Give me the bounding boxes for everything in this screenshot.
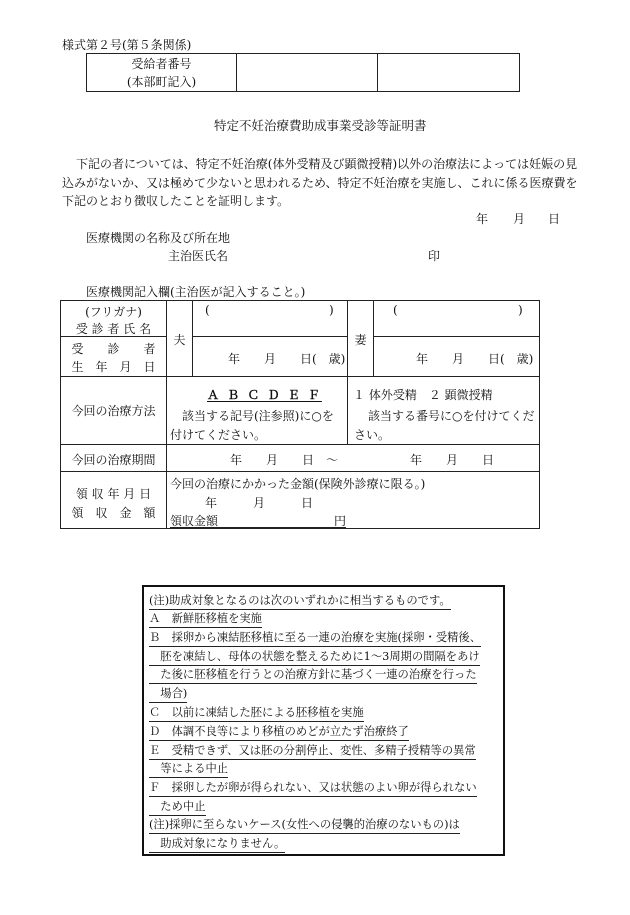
husband-furigana-open: ( [205, 303, 210, 317]
note-line-14: 助成対象になりません。 [149, 836, 285, 853]
document-title: 特定不妊治療費助成事業受診等証明書 [214, 118, 427, 133]
form-number-label: 様式第２号(第５条関係) [62, 38, 192, 52]
receipt-date-value[interactable]: 年 月 日 [205, 496, 314, 510]
wife-birthdate[interactable]: 年 月 日( 歳) [416, 352, 534, 366]
note-line-7: Ｃ 以前に凍結した胚による胚移植を実施 [149, 705, 364, 722]
intro-line-3: 下記のとおり徴収したことを証明します。 [62, 194, 290, 208]
institution-name-label: 医療機関の名称及び所在地 [86, 231, 231, 245]
wife-furigana-close: ) [518, 303, 523, 317]
treatment-options-note-1: 該当する番号に○を付けてくだ [368, 409, 535, 423]
date-month: 月 [513, 212, 526, 226]
date-year: 年 [476, 212, 489, 226]
recipient-number-label: 受給者番号 [131, 57, 192, 71]
receipt-amount-label-inline: 領収金額 [170, 514, 219, 528]
wife-furigana-open: ( [393, 303, 398, 317]
wife-furigana-field[interactable] [402, 302, 512, 318]
treatment-letters[interactable]: Ａ Ｂ Ｃ Ｄ Ｅ Ｆ [207, 388, 322, 402]
husband-name-field[interactable] [198, 320, 342, 335]
note-line-6: 場合) [149, 686, 187, 703]
note-line-12: ため中止 [149, 799, 206, 816]
wife-name-field[interactable] [378, 320, 534, 335]
note-line-3: Ｂ 採卵から凍結胚移植に至る一連の治療を実施(採卵・受精後、 [149, 630, 481, 647]
treatment-letters-note-1: 該当する記号(注参照)に○を [182, 409, 334, 423]
husband-furigana-field[interactable] [214, 302, 324, 318]
recipient-number-field-1[interactable] [238, 55, 375, 90]
note-line-8: Ｄ 体調不良等により移植のめどが立たず治療終了 [149, 724, 409, 741]
note-line-10: 等による中止 [149, 761, 228, 778]
treatment-options-note-2: さい。 [354, 428, 391, 442]
note-line-13: (注)採卵に至らないケース(女性への侵襲的治療のないもの)は [149, 817, 460, 834]
patient-label: 受 診 者 [71, 342, 156, 356]
receipt-amount-field[interactable] [170, 512, 346, 528]
husband-birthdate[interactable]: 年 月 日( 歳) [228, 352, 346, 366]
treatment-options[interactable]: １ 体外受精 ２ 顕微授精 [353, 388, 493, 402]
note-line-9: Ｅ 受精できず、又は胚の分割停止、変性、多精子授精等の異常 [149, 743, 476, 760]
recipient-number-note: (本部町記入) [126, 75, 197, 89]
recipient-number-field-2[interactable] [379, 55, 518, 90]
doctor-name-label: 主治医氏名 [168, 249, 229, 263]
note-line-11: Ｆ 採卵したが卵が得られない、又は状態のよい卵が得られない [149, 780, 477, 797]
intro-line-1: 下記の者については、特定不妊治療(体外受精及び顕微授精)以外の治療法によっては妊娠の見 [76, 157, 578, 171]
wife-label: 妻 [354, 333, 367, 347]
yen-label: 円 [333, 514, 346, 528]
husband-furigana-close: ) [329, 303, 334, 317]
treatment-period-value[interactable]: 年 月 日 ～ 年 月 日 [230, 453, 495, 467]
note-line-4: 胚を凍結し、母体の状態を整えるために1～3周期の間隔をあけ [149, 649, 480, 666]
husband-label: 夫 [173, 333, 186, 347]
treatment-period-label: 今回の治療期間 [71, 453, 156, 467]
receipt-amount-label: 領 収 金 額 [71, 506, 156, 520]
furigana-label: (フリガナ) [85, 305, 142, 319]
treatment-method-label: 今回の治療方法 [71, 404, 156, 418]
section-label: 医療機関記入欄(主治医が記入すること。) [86, 285, 306, 299]
treatment-letters-note-2: 付けてください。 [170, 428, 267, 442]
treatment-cost-note: 今回の治療にかかった金額(保険外診療に限る。) [170, 477, 426, 491]
receipt-date-label: 領 収 年 月 日 [75, 487, 152, 501]
date-day: 日 [548, 212, 561, 226]
patient-name-label: 受 診 者 氏 名 [75, 322, 152, 336]
note-line-2: Ａ 新鮮胚移植を実施 [149, 611, 262, 628]
intro-line-2: 込みがないか、又は極めて少ないと思われるため、特定不妊治療を実施し、これに係る医療費を [62, 176, 578, 190]
birthdate-label: 生 年 月 日 [71, 360, 156, 374]
note-line-5: た後に胚移植を行うとの治療方針に基づく一連の治療を行った [149, 667, 477, 684]
seal-label: 印 [428, 249, 441, 263]
note-line-1: (注)助成対象となるのは次のいずれかに相当するものです。 [149, 593, 451, 610]
